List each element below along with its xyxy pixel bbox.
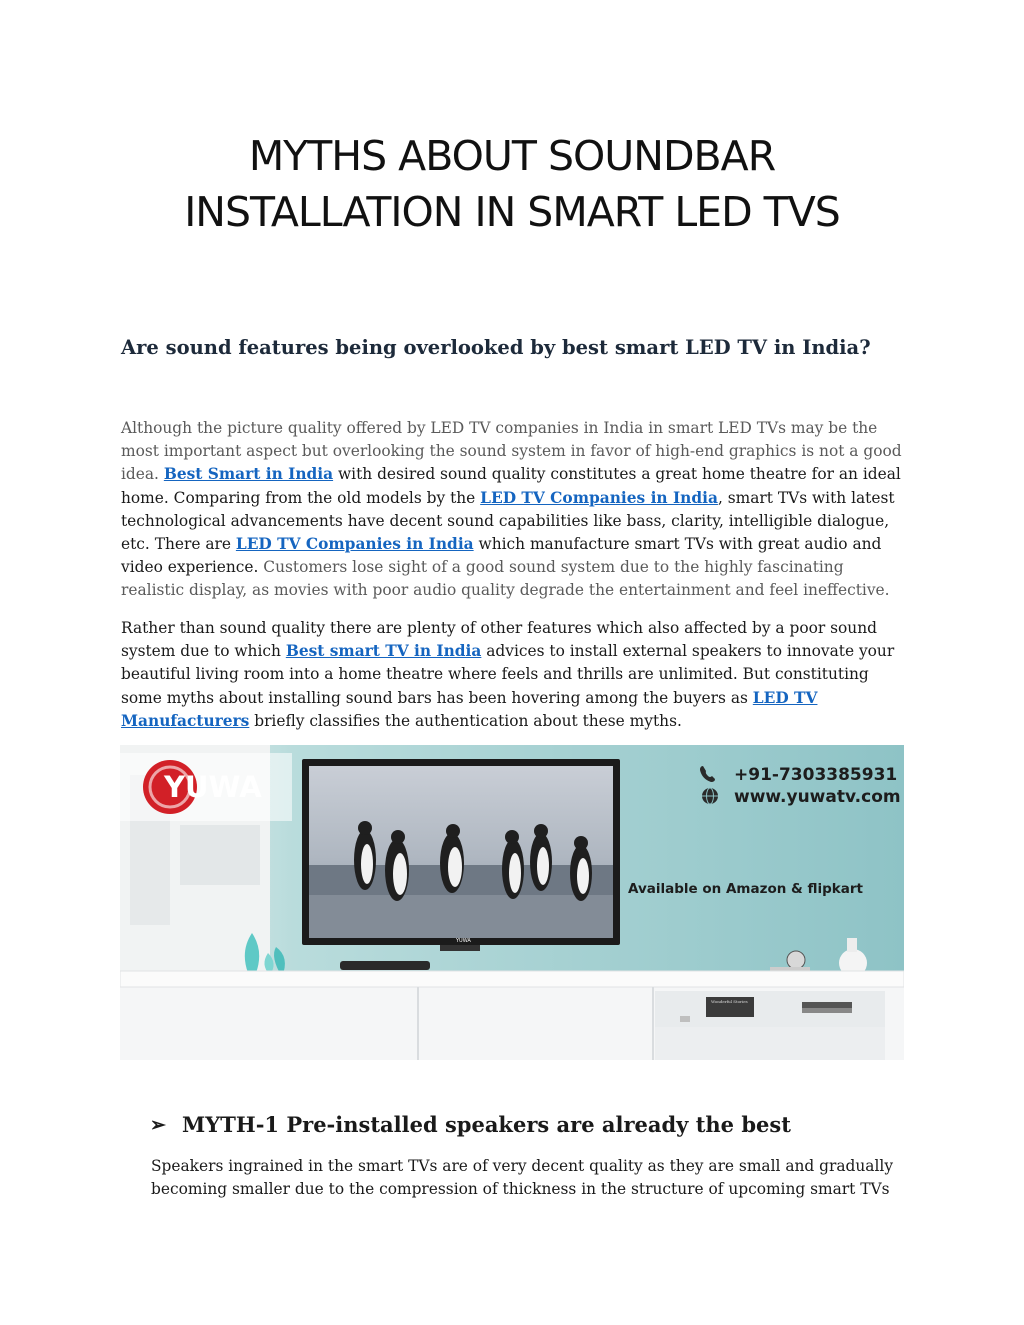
myth-1-body: Speakers ingrained in the smart TVs are of very decent quality as they are small and gradually becoming smaller due to the compression of thickness in the structure of upcoming smart TVs bbox=[151, 1157, 894, 1199]
tv-cabinet bbox=[120, 971, 904, 1060]
arrow-bullet-icon: ➢ bbox=[150, 1113, 166, 1136]
link-led-tv-manufacturers[interactable]: LED TV Manufacturers bbox=[121, 688, 818, 730]
intro-text-2: with desired sound quality constitutes a great home theatre for an ideal home. Comparing from the old models by the bbox=[121, 465, 901, 507]
intro-paragraph bbox=[121, 417, 907, 603]
second-paragraph bbox=[121, 617, 907, 733]
p2-text-1: Rather than sound quality there are plenty of other features which also affected by a poor sound system due to which bbox=[121, 619, 877, 661]
intro-text-1: Although the picture quality offered by LED TV companies in India in smart LED TVs may be the most important aspect but overlooking the sound system in favor of high-end graphics is not a good idea. bbox=[121, 419, 902, 484]
myth-1-heading-text: MYTH-1 Pre-installed speakers are already the best bbox=[182, 1112, 791, 1137]
intro-text-3: , smart TVs with latest technological advancements have decent sound capabilities like bass, clarity, intelligible dialogue, etc. There are bbox=[121, 488, 895, 554]
yuwa-brand-text: YUWA bbox=[164, 770, 262, 804]
title-line-2: INSTALLATION IN SMART LED TVS bbox=[184, 188, 840, 236]
link-led-tv-companies-2[interactable]: LED TV Companies in India bbox=[235, 535, 474, 554]
intro-text-5: Customers lose sight of a good sound system due to the highly fascinating realistic display, as movies with poor audio quality degrade the entertainment and feel ineffective. bbox=[121, 558, 890, 600]
link-led-tv-companies-1[interactable]: LED TV Companies in India bbox=[480, 488, 718, 507]
website-url: www.yuwatv.com bbox=[734, 787, 901, 807]
tv-set bbox=[302, 759, 620, 951]
title-line-1: MYTHS ABOUT SOUNDBAR bbox=[248, 132, 776, 180]
tv-badge: YUWA bbox=[456, 938, 471, 944]
myth-1-heading bbox=[150, 1112, 791, 1137]
yuwa-logo bbox=[120, 753, 292, 821]
soundbar bbox=[340, 961, 430, 970]
promo-banner-image bbox=[120, 745, 904, 1060]
availability-text: Available on Amazon & flipkart bbox=[628, 881, 864, 897]
p2-text-3: briefly classifies the authentication about these myths. bbox=[249, 711, 682, 730]
link-best-smart-tv-in-india[interactable]: Best smart TV in India bbox=[285, 642, 482, 661]
link-best-smart-in-india[interactable]: Best Smart in India bbox=[163, 465, 334, 484]
page-title bbox=[0, 128, 1024, 240]
section-subheading: Are sound features being overlooked by best smart LED TV in India? bbox=[121, 336, 871, 359]
phone-number: +91-7303385931 bbox=[734, 765, 898, 785]
globe-icon bbox=[702, 788, 718, 804]
book-text: Wonderful Stories bbox=[711, 999, 748, 1004]
p2-text-2: advices to install external speakers to innovate your beautiful living room into a home theatre where feels and thrills are unlimited. But constituting some myths about installing sound bars has been hovering among the buyers as bbox=[121, 642, 895, 707]
intro-text-4: which manufacture smart TVs with great audio and video experience. bbox=[121, 535, 882, 577]
